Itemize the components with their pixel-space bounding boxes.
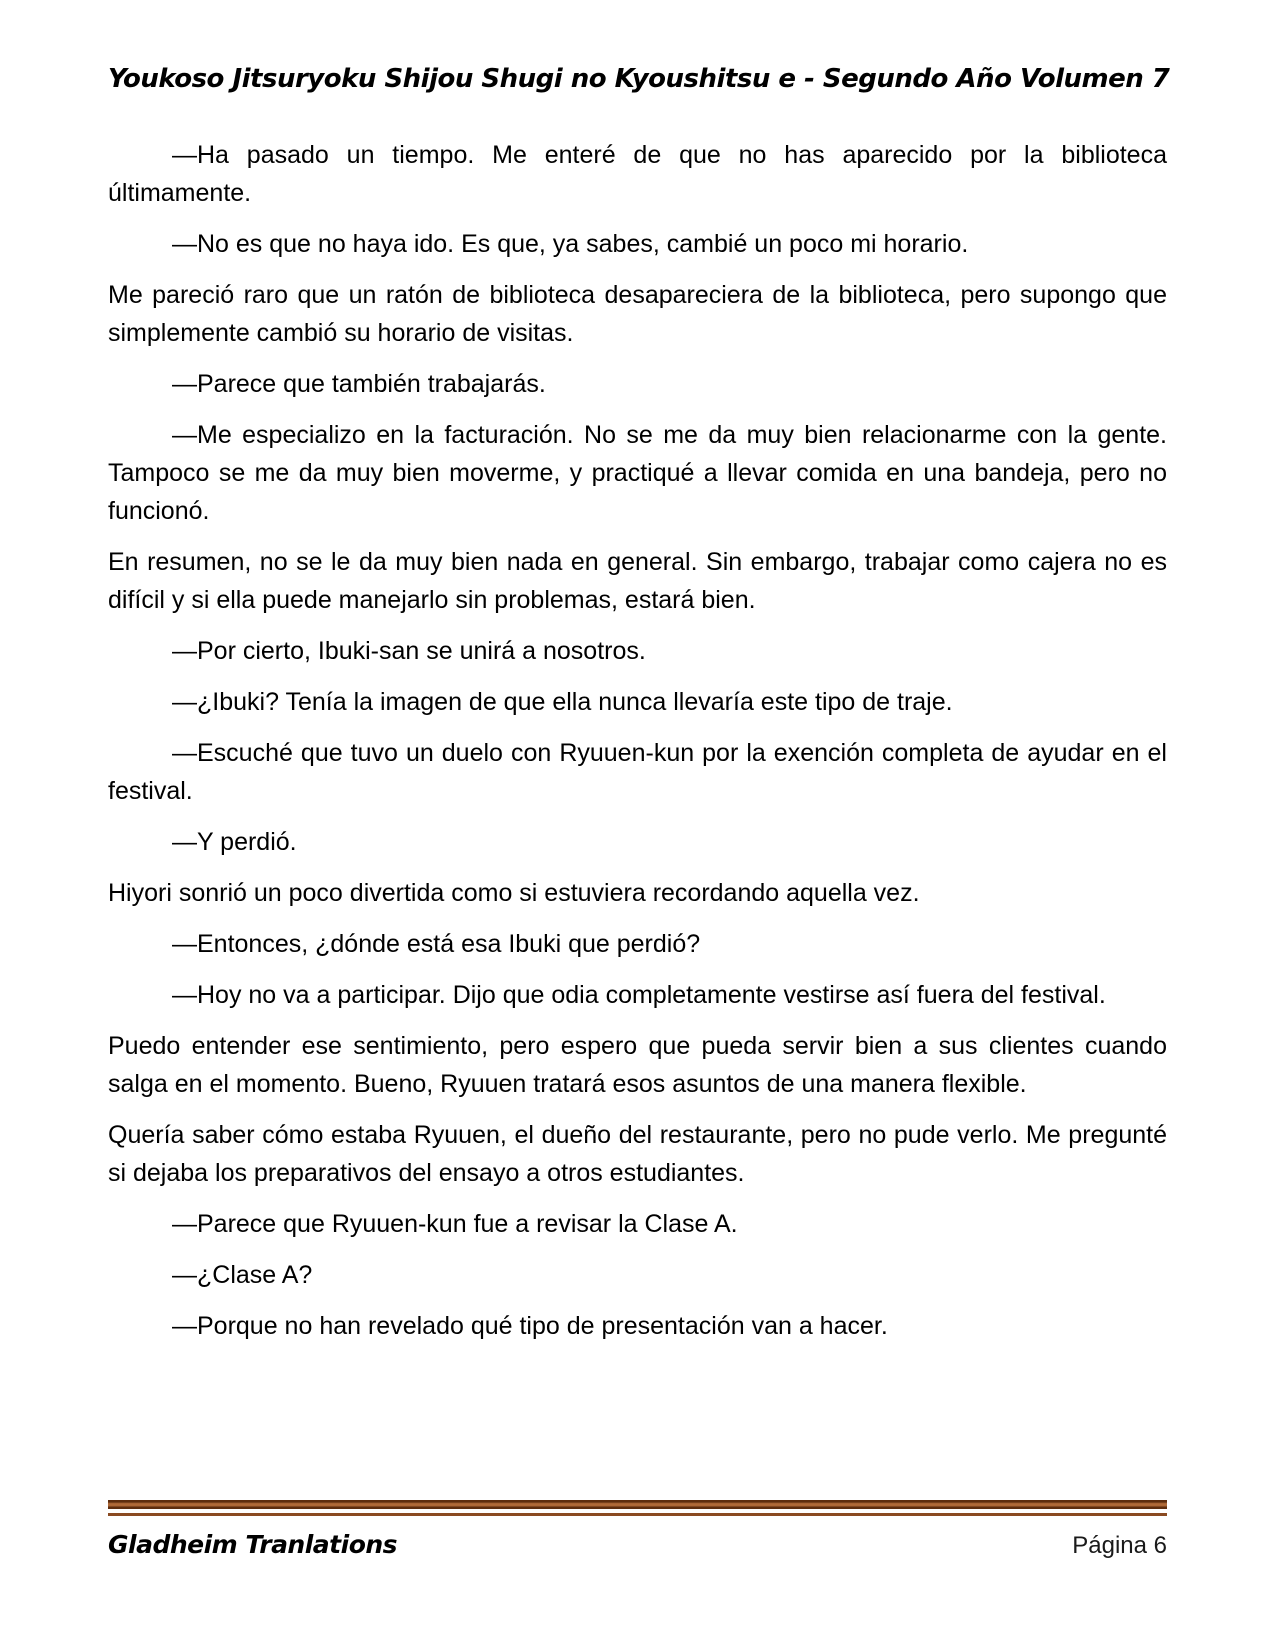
paragraph: —Por cierto, Ibuki-san se unirá a nosotros.: [172, 637, 646, 665]
paragraph: —Entonces, ¿dónde está esa Ibuki que perdió?: [172, 930, 701, 958]
page-number: Página 6: [1072, 1532, 1167, 1559]
paragraph: Me pareció raro que un ratón de biblioteca desapareciera de la biblioteca, pero supongo que simplemente cambió su horario de visitas.: [108, 281, 1167, 347]
paragraph: Hiyori sonrió un poco divertida como si estuviera recordando aquella vez.: [108, 879, 920, 907]
paragraph: —¿Clase A?: [172, 1261, 313, 1289]
page-title: Youkoso Jitsuryoku Shijou Shugi no Kyoushitsu e - Segundo Año Volumen 7: [108, 64, 1170, 94]
footer-rule-thick: [108, 1500, 1167, 1509]
paragraph: —¿Ibuki? Tenía la imagen de que ella nunca llevaría este tipo de traje.: [172, 688, 953, 716]
paragraph: —No es que no haya ido. Es que, ya sabes, cambié un poco mi horario.: [172, 230, 969, 258]
page-footer: [108, 1500, 1167, 1560]
footer-rule-thin: [108, 1513, 1167, 1516]
paragraph: En resumen, no se le da muy bien nada en general. Sin embargo, trabajar como cajera no es difícil y si ella puede manejarlo sin problemas, estará bien.: [108, 548, 1167, 614]
body-text: [108, 136, 1167, 1345]
paragraph: —Me especializo en la facturación. No se me da muy bien relacionarme con la gente. Tampoco se me da muy bien moverme, y practiqué a llevar comida en una bandeja, pero no funcionó.: [108, 421, 1167, 525]
translator-credit: Gladheim Tranlations: [108, 1530, 398, 1559]
paragraph: —Parece que también trabajarás.: [172, 370, 546, 398]
paragraph: Puedo entender ese sentimiento, pero espero que pueda servir bien a sus clientes cuando salga en el momento. Bueno, Ryuuen tratará esos asuntos de una manera flexible.: [108, 1032, 1167, 1098]
paragraph: —Porque no han revelado qué tipo de presentación van a hacer.: [172, 1312, 888, 1340]
paragraph: Quería saber cómo estaba Ryuuen, el dueño del restaurante, pero no pude verlo. Me pregunté si dejaba los preparativos del ensayo a otros estudiantes.: [108, 1121, 1167, 1187]
paragraph: —Ha pasado un tiempo. Me enteré de que no has aparecido por la biblioteca últimamente.: [108, 141, 1167, 207]
paragraph: —Parece que Ryuuen-kun fue a revisar la Clase A.: [172, 1210, 738, 1238]
paragraph: —Y perdió.: [172, 828, 297, 856]
paragraph: —Hoy no va a participar. Dijo que odia completamente vestirse así fuera del festival.: [172, 981, 1106, 1009]
paragraph: —Escuché que tuvo un duelo con Ryuuen-kun por la exención completa de ayudar en el festival.: [108, 739, 1167, 805]
